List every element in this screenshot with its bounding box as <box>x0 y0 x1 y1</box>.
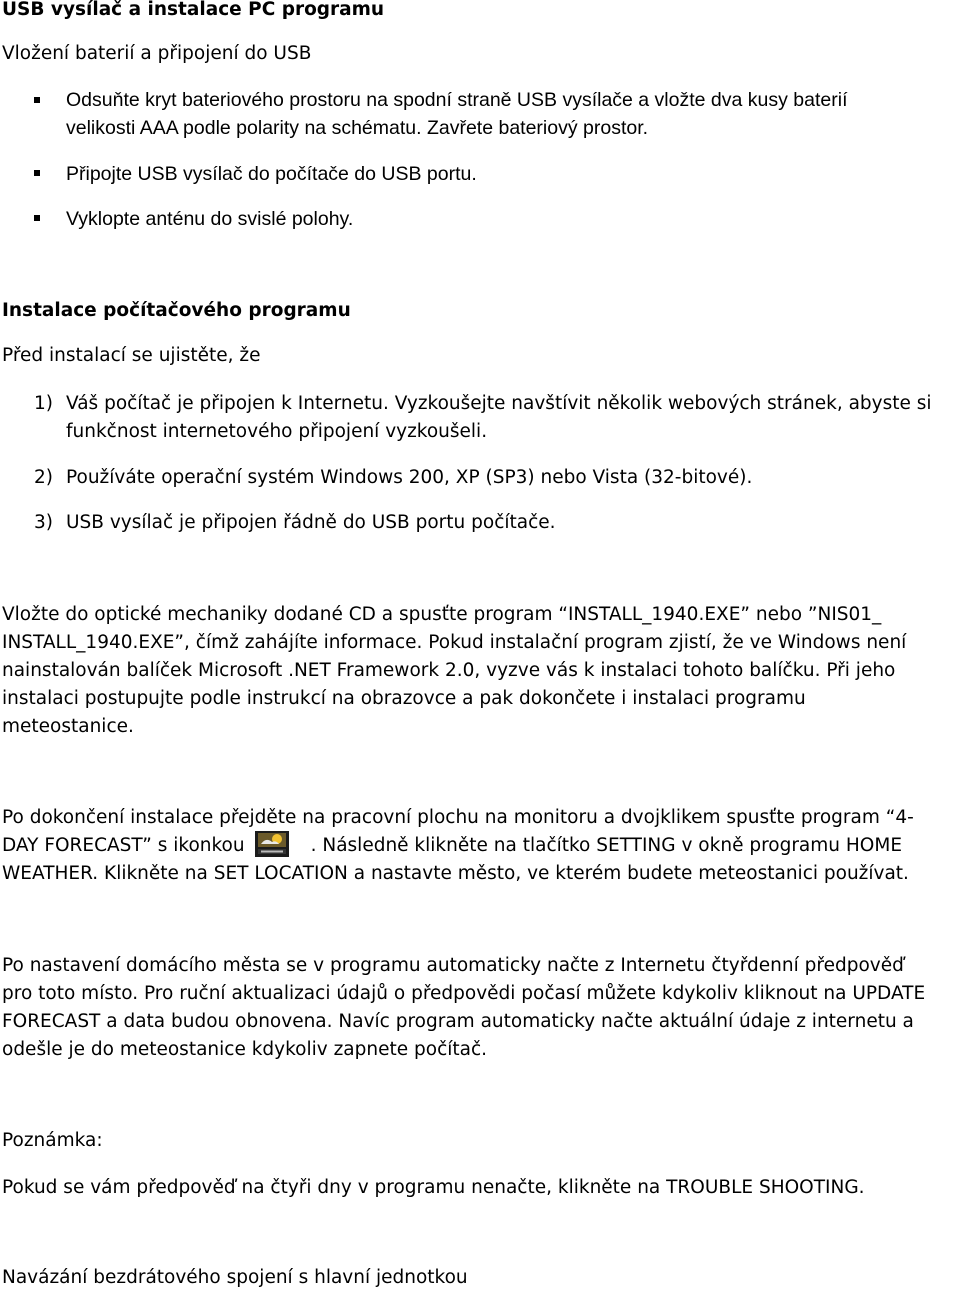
note-label: Poznámka: <box>2 1130 103 1151</box>
section-heading-batteries: Vložení baterií a připojení do USB <box>2 43 312 64</box>
paragraph-line: meteostanice. <box>2 716 134 737</box>
list-item-line: USB vysílač je připojen řádně do USB portu počítače. <box>66 512 556 533</box>
bullet-item-line: Odsuňte kryt bateriového prostoru na spodní straně USB vysílače a vložte dva kusy baterií <box>66 89 848 111</box>
bullet-item-line: velikosti AAA podle polarity na schématu. Zavřete bateriový prostor. <box>66 117 649 139</box>
section-intro: Před instalací se ujistěte, že <box>2 345 261 366</box>
paragraph-text: DAY FORECAST” s ikonkou <box>2 835 245 856</box>
paragraph-line: INSTALL_1940.EXE”, čímž zahájíte informace. Pokud instalační program zjistí, že ve Windows není <box>2 632 907 653</box>
page-title: USB vysílač a instalace PC programu <box>2 0 385 20</box>
list-item-line: Používáte operační systém Windows 200, XP (SP3) nebo Vista (32-bitové). <box>66 467 753 488</box>
paragraph-line: odešle je do meteostanice kdykoliv zapnete počítač. <box>2 1039 488 1060</box>
paragraph-line: WEATHER. Klikněte na SET LOCATION a nastavte město, ve kterém budete meteostanici používat. <box>2 863 909 884</box>
section-heading-install: Instalace počítačového programu <box>2 300 351 321</box>
paragraph-line-with-icon <box>2 832 902 860</box>
paragraph-line: pro toto místo. Pro ruční aktualizaci údajů o předpovědi počasí můžete kdykoliv kliknout na UPDATE <box>2 983 926 1004</box>
paragraph-text: . Následně klikněte na tlačítko SETTING v okně programu HOME <box>310 835 903 856</box>
paragraph-line: Po dokončení instalace přejděte na pracovní plochu na monitoru a dvojklikem spusťte program “4- <box>2 807 914 828</box>
note-text: Pokud se vám předpověď na čtyři dny v programu nenačte, klikněte na TROUBLE SHOOTING. <box>2 1177 865 1198</box>
paragraph-line: Po nastavení domácího města se v programu automaticky načte z Internetu čtyřdenní předpověď <box>2 955 904 976</box>
bullet-marker <box>34 97 40 103</box>
list-item-line: Váš počítač je připojen k Internetu. Vyzkoušejte navštívit několik webových stránek, abyste si <box>66 393 932 414</box>
list-number: 1) <box>34 393 53 414</box>
paragraph-line: nainstalován balíček Microsoft .NET Framework 2.0, vyzve vás k instalaci tohoto balíčku. Při jeho <box>2 660 896 681</box>
paragraph-line: instalaci postupujte podle instrukcí na obrazovce a pak dokončete i instalaci programu <box>2 688 806 709</box>
bullet-item-line: Vyklopte anténu do svislé polohy. <box>66 208 354 230</box>
list-number: 3) <box>34 512 53 533</box>
forecast-app-icon <box>255 831 289 857</box>
section-heading-wireless: Navázání bezdrátového spojení s hlavní jednotkou <box>2 1267 468 1288</box>
paragraph-line: FORECAST a data budou obnovena. Navíc program automaticky načte aktuální údaje z internetu a <box>2 1011 914 1032</box>
list-item-line: funkčnost internetového připojení vyzkoušeli. <box>66 421 488 442</box>
bullet-item-line: Připojte USB vysílač do počítače do USB portu. <box>66 163 477 185</box>
list-number: 2) <box>34 467 53 488</box>
bullet-marker <box>34 215 40 221</box>
bullet-marker <box>34 170 40 176</box>
paragraph-line: Vložte do optické mechaniky dodané CD a spusťte program “INSTALL_1940.EXE” nebo ”NIS01_ <box>2 604 882 625</box>
